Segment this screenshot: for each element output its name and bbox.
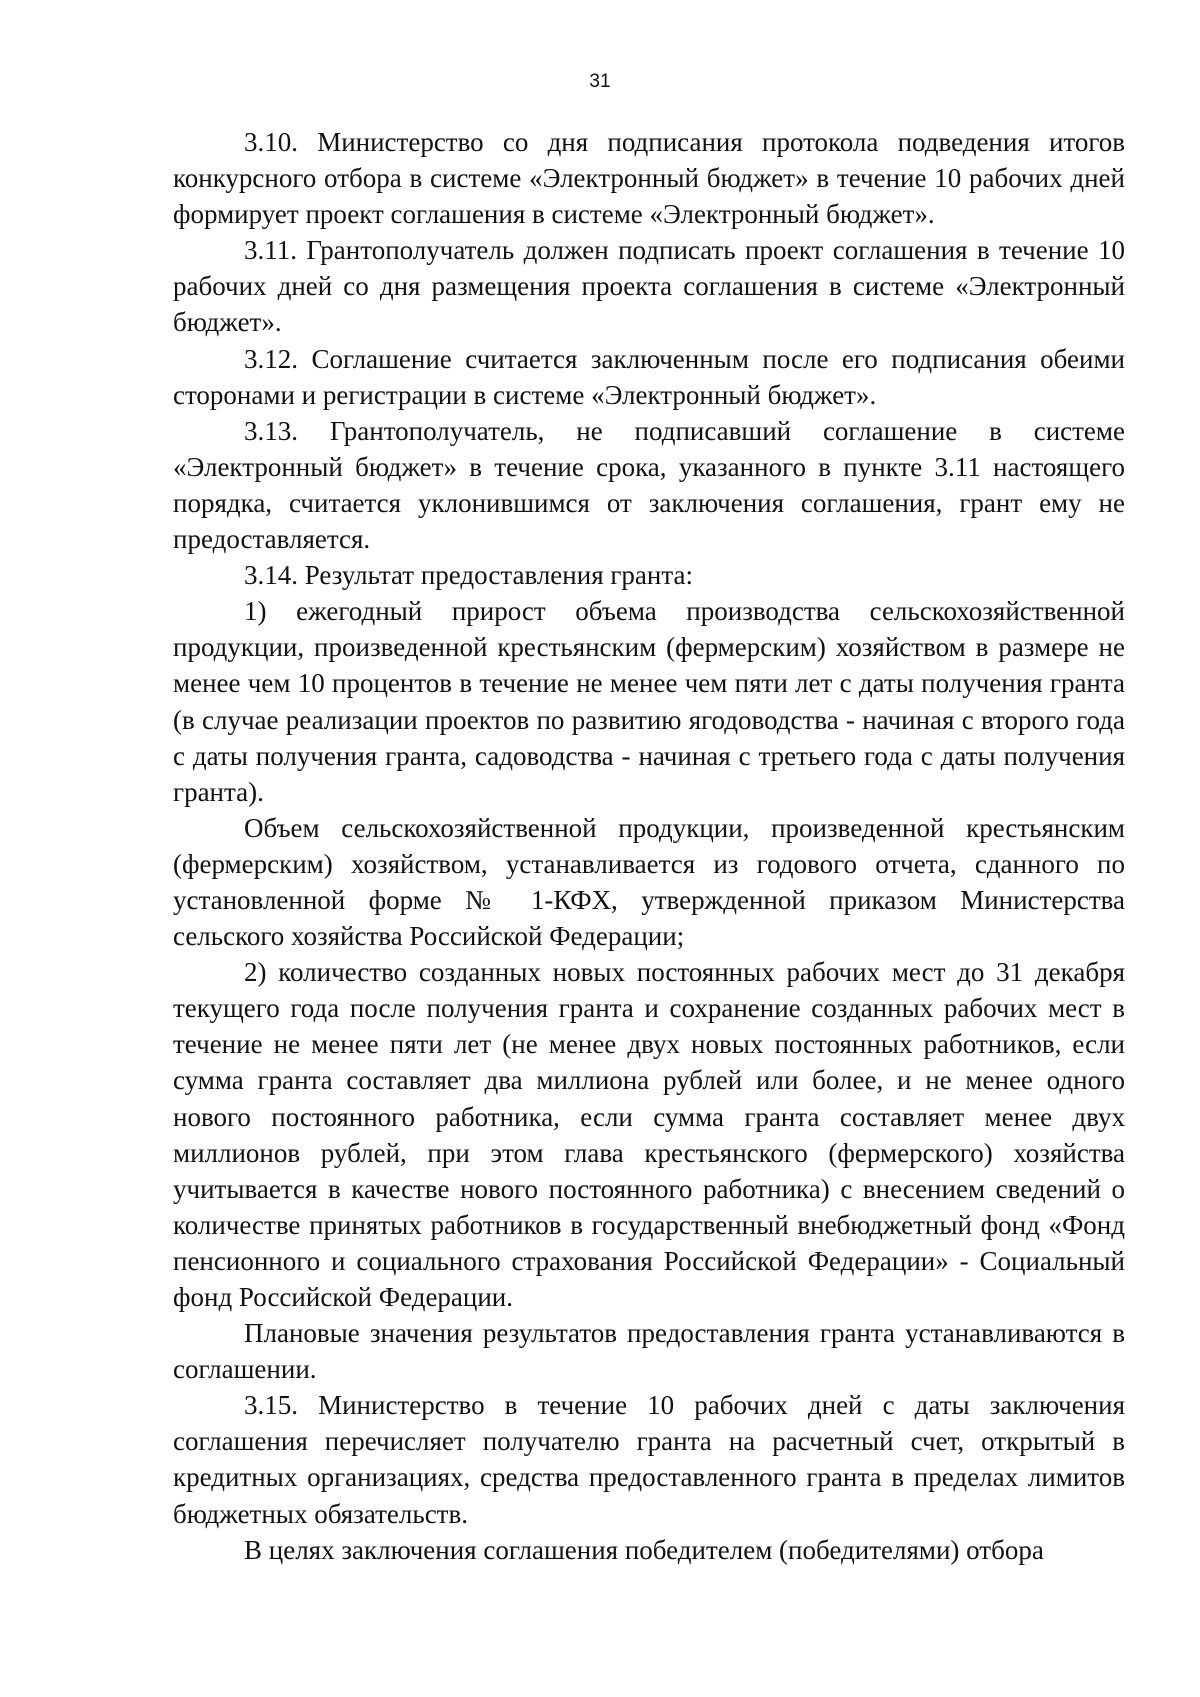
paragraph-3-15: 3.15. Министерство в течение 10 рабочих дней с даты заключения соглашения перечисляет получателю гранта на расчетный счет, открытый в кредитных организациях, средства предоставленного гранта в пределах лимитов бюджетных обязательств.: [173, 1390, 1125, 1529]
paragraph-production-volume: Объем сельскохозяйственной продукции, произведенной крестьянским (фермерским) хозяйством, устанавливается из годового отчета, сданного по установленной форме № 1-КФХ, утвержденной приказом Министерства сельского хозяйства Российской Федерации;: [173, 812, 1125, 952]
paragraph-planned-values: Плановые значения результатов предоставления гранта устанавливаются в соглашении.: [173, 1318, 1125, 1385]
paragraph-3-12: 3.12. Соглашение считается заключенным после его подписания обеими сторонами и регистрации в системе «Электронный бюджет».: [173, 343, 1125, 410]
paragraph-result-1: 1) ежегодный прирост объема производства сельскохозяйственной продукции, произведенной крестьянским (фермерским) хозяйством в размере не менее чем 10 процентов в течение не менее чем пяти лет с даты получения гранта (в случае реализации проектов по развитию ягодоводства - начиная с второго года с даты получения гранта, садоводства - начиная с третьего года с даты получения гранта).: [173, 596, 1125, 807]
paragraph-agreement-purpose: В целях заключения соглашения победителем (победителями) отбора: [244, 1534, 1044, 1565]
paragraph-3-14: 3.14. Результат предоставления гранта:: [244, 560, 693, 591]
paragraph-3-13: 3.13. Грантополучатель, не подписавший соглашение в системе «Электронный бюджет» в течение срока, указанного в пункте 3.11 настоящего порядка, считается уклонившимся от заключения соглашения, грант ему не предоставляется.: [173, 415, 1125, 555]
paragraph-3-11: 3.11. Грантополучатель должен подписать проект соглашения в течение 10 рабочих дней со дня размещения проекта соглашения в системе «Электронный бюджет».: [173, 235, 1125, 338]
page-number: 31: [589, 71, 611, 92]
paragraph-3-10: 3.10. Министерство со дня подписания протокола подведения итогов конкурсного отбора в системе «Электронный бюджет» в течение 10 рабочих дней формирует проект соглашения в системе «Электронный бюджет».: [173, 127, 1125, 230]
document-body: [173, 124, 1125, 1568]
paragraph-result-2: 2) количество созданных новых постоянных рабочих мест до 31 декабря текущего года после получения гранта и сохранение созданных рабочих мест в течение не менее пяти лет (не менее двух новых постоянных работников, если сумма гранта составляет два миллиона рублей или более, и не менее одного нового постоянного работника, если сумма гранта составляет менее двух миллионов рублей, при этом глава крестьянского (фермерского) хозяйства учитывается в качестве нового постоянного работника) с внесением сведений о количестве принятых работников в государственный внебюджетный фонд «Фонд пенсионного и социального страхования Российской Федерации» - Социальный фонд Российской Федерации.: [173, 957, 1125, 1312]
